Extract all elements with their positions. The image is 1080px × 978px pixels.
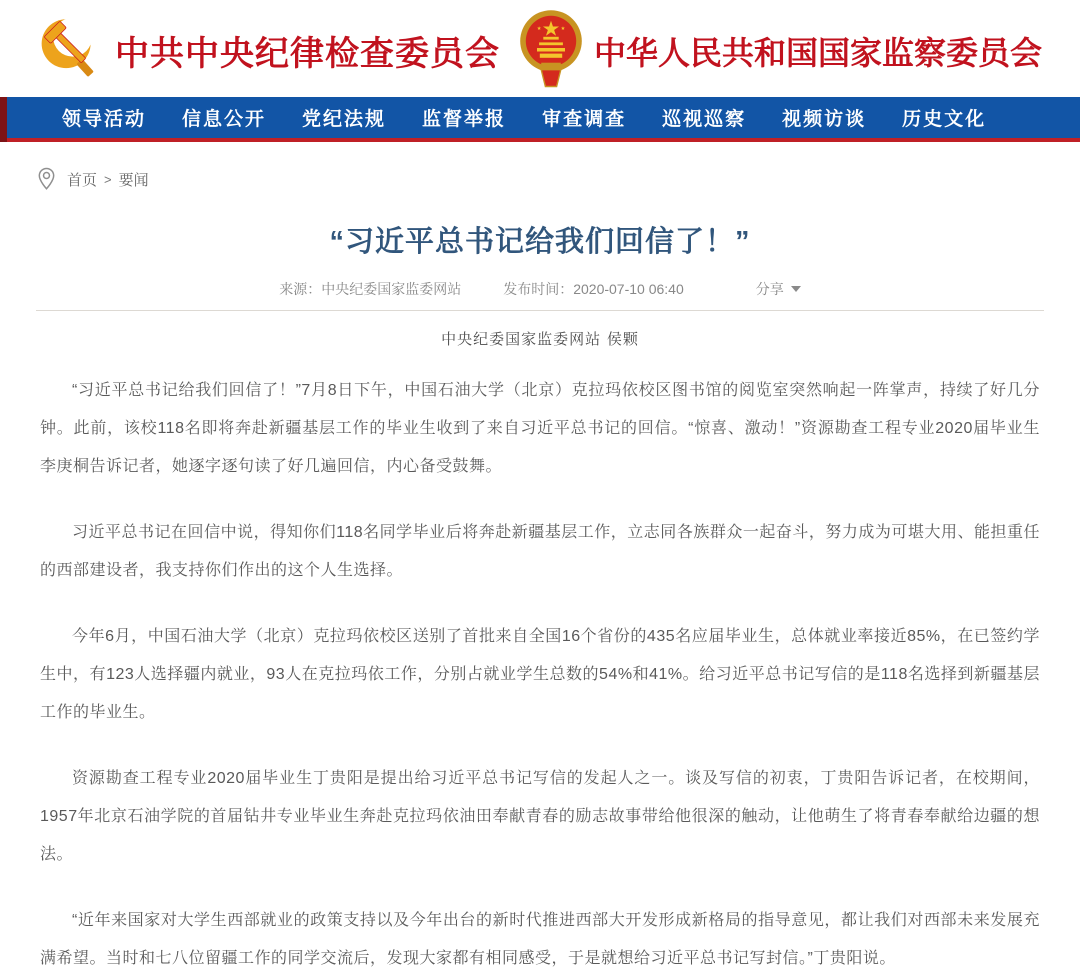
- nav-item-video-interviews[interactable]: 视频访谈: [782, 109, 867, 130]
- article-paragraph: 今年6月，中国石油大学（北京）克拉玛依校区送别了首批来自全国16个省份的435名应届毕业生，总体就业率接近85%，在已签约学生中，有123人选择疆内就业，93人在克拉玛依工作，分别占就业学生总数的54%和41%。给习近平总书记写信的是118名选择到新疆基层工作的毕业生。: [40, 628, 1040, 721]
- article-publish-time: [503, 279, 684, 299]
- article-paragraph: “习近平总书记给我们回信了！”7月8日下午，中国石油大学（北京）克拉玛依校区图书馆的阅览室突然响起一阵掌声，持续了好几分钟。此前，该校118名即将奔赴新疆基层工作的毕业生收到了来自习近平总书记的回信。“惊喜、激动！”资源勘查工程专业2020届毕业生李庚桐告诉记者，她逐字逐句读了好几遍回信，内心备受鼓舞。: [40, 382, 1040, 475]
- location-pin-icon: [36, 166, 57, 192]
- source-value: 中央纪委国家监委网站: [321, 281, 462, 297]
- publish-time-label: 发布时间：: [503, 281, 574, 297]
- article: [0, 219, 1080, 978]
- site-header: [0, 0, 1080, 97]
- nav-item-review-investigation[interactable]: 审查调查: [542, 109, 627, 130]
- party-emblem-icon: [33, 10, 105, 91]
- article-meta: [0, 279, 1080, 299]
- nav-item-leader-activities[interactable]: 领导活动: [62, 109, 147, 130]
- publish-time-value: 2020-07-10 06:40: [573, 281, 684, 297]
- article-body: [0, 349, 1080, 978]
- breadcrumb-current[interactable]: 要闻: [118, 171, 149, 189]
- article-title: “习近平总书记给我们回信了！”: [329, 226, 751, 258]
- meta-divider: [36, 310, 1044, 311]
- source-label: 来源：: [279, 281, 322, 297]
- main-nav: [0, 97, 1080, 142]
- nav-item-history-culture[interactable]: 历史文化: [902, 109, 987, 130]
- share-label: 分享: [755, 281, 784, 297]
- breadcrumb: [0, 142, 1080, 192]
- article-paragraph: 资源勘查工程专业2020届毕业生丁贵阳是提出给习近平总书记写信的发起人之一。谈及写信的初衷，丁贵阳告诉记者，在校期间，1957年北京石油学院的首届钻井专业毕业生奔赴克拉玛依油田奉献青春的励志故事带给他很深的触动，让他萌生了将青春奉献给边疆的想法。: [40, 770, 1040, 863]
- caret-down-icon: [791, 286, 801, 292]
- article-byline: 中央纪委国家监委网站 侯颗: [441, 330, 639, 348]
- nav-item-inspection-tours[interactable]: 巡视巡察: [662, 109, 747, 130]
- breadcrumb-home[interactable]: 首页: [67, 171, 98, 189]
- nsc-title: 中华人民共和国国家监察委员会: [594, 34, 1043, 71]
- nav-item-supervision-report[interactable]: 监督举报: [422, 109, 507, 130]
- national-emblem-icon: [516, 8, 586, 93]
- ccdi-home-link[interactable]: [33, 10, 500, 91]
- article-paragraph: 习近平总书记在回信中说，得知你们118名同学毕业后将奔赴新疆基层工作，立志同各族群众一起奋斗，努力成为可堪大用、能担重任的西部建设者，我支持你们作出的这个人生选择。: [40, 524, 1040, 579]
- article-source: [279, 279, 461, 299]
- nav-item-party-discipline[interactable]: 党纪法规: [302, 109, 387, 130]
- nav-left-accent: [0, 97, 7, 142]
- share-button[interactable]: [756, 279, 801, 299]
- ccdi-title: 中共中央纪律检查委员会: [115, 35, 500, 73]
- article-paragraph: “近年来国家对大学生西部就业的政策支持以及今年出台的新时代推进西部大开发形成新格局的指导意见，都让我们对西部未来发展充满希望。当时和七八位留疆工作的同学交流后，发现大家都有相同感受，于是就想给习近平总书记写封信。”丁贵阳说。: [40, 912, 1040, 967]
- nsc-home-link[interactable]: [516, 8, 1042, 93]
- breadcrumb-separator: >: [104, 171, 112, 187]
- nav-item-info-disclosure[interactable]: 信息公开: [182, 109, 267, 130]
